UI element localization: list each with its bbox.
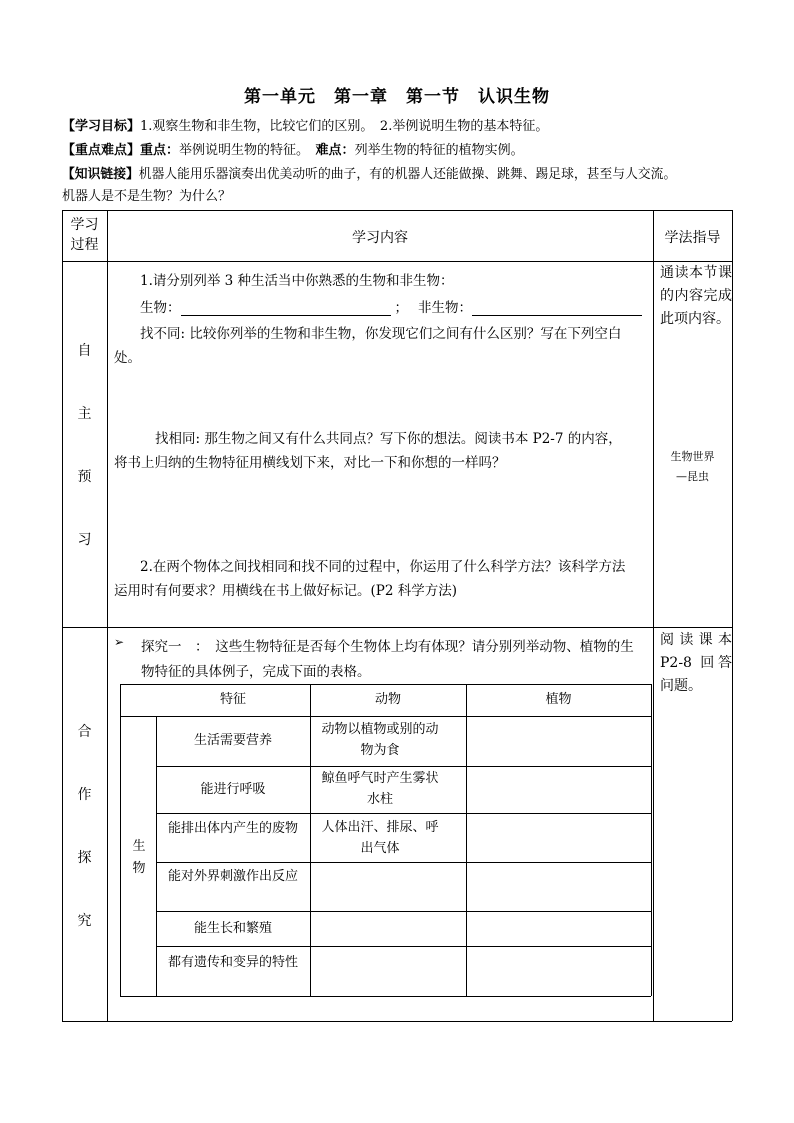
inner-group-divider [156, 716, 157, 996]
inner-row-divider-5 [156, 946, 651, 947]
inner-col-divider-2 [466, 684, 467, 996]
goal-text: 1.观察生物和非生物，比较它们的区别。 2.举例说明生物的基本特征。 [140, 119, 549, 134]
goal-label: 【学习目标】 [62, 119, 141, 134]
explore-1: 探究一 ： 这些生物特征是否每个生物体上均有体现？请分别列举动物、植物的生 [141, 639, 634, 655]
row2-animal: 鲸鱼呼气时产生雾状水柱 [321, 771, 439, 807]
key-bold1: 重点： [140, 143, 180, 158]
page-title: 第一单元 第一章 第一节 认识生物 [244, 87, 550, 107]
header-process [62, 215, 107, 255]
inner-border-left [120, 684, 121, 996]
row1-animal: 动物以植物或别的动物为食 [321, 722, 439, 758]
inner-header-divider [120, 716, 651, 717]
guide-note-1: 生物世界 [670, 450, 715, 463]
section2-label-1: 合 [77, 724, 92, 740]
header-guide: 学法指导 [664, 230, 721, 246]
table-border-left [62, 210, 63, 1021]
bio-nonbio-row [140, 296, 642, 316]
table-border-top [62, 210, 732, 211]
question-1: 1.请分别列举 3 种生活当中你熟悉的生物和非生物： [140, 273, 454, 289]
header-content: 学习内容 [352, 230, 408, 246]
inner-header-plant: 植物 [545, 692, 572, 707]
section1-label-4: 习 [77, 532, 92, 548]
guide-note [653, 447, 732, 487]
table-border-right [732, 210, 733, 1021]
key-label: 【重点难点】 [62, 143, 141, 158]
link-label: 【知识链接】 [62, 167, 139, 182]
semicolon: ； [394, 300, 408, 316]
inner-row-divider-4 [156, 911, 651, 912]
inner-col-divider-1 [310, 684, 311, 996]
find-difference-2: 处。 [114, 350, 141, 366]
section1-label-3: 预 [77, 469, 92, 485]
knowledge-link [62, 165, 676, 185]
inner-row-divider-1 [156, 766, 651, 767]
row6-feature: 都有遗传和变异的特性 [168, 955, 299, 970]
column-divider-1 [107, 210, 108, 1021]
row3-animal: 人体出汗、排尿、呼出气体 [321, 820, 439, 856]
inner-header-animal: 动物 [374, 692, 401, 707]
arrow-icon: ➢ [114, 635, 125, 649]
group-label: 生物 [132, 839, 146, 876]
section2-label-4: 究 [77, 913, 92, 929]
section2-label-3: 探 [77, 850, 92, 866]
knowledge-link-2: 机器人是不是生物？为什么？ [62, 189, 232, 204]
row2-feature: 能进行呼吸 [200, 782, 266, 797]
question-2b: 运用时有何要求？用横线在书上做好标记。(P2 科学方法) [114, 583, 457, 599]
nonbio-blank[interactable] [472, 301, 642, 316]
key-bold2: 难点： [315, 143, 355, 158]
section1-label-1: 自 [77, 343, 92, 359]
inner-row-divider-2 [156, 813, 651, 814]
nonbio-label: 非生物： [418, 300, 472, 316]
section1-guide: 通读本节课的内容完成此项内容。 [660, 265, 732, 327]
section2-guide: 阅读课本P2-8 回答问题。 [660, 632, 732, 694]
find-difference: 找不同: 比较你列举的生物和非生物，你发现它们之间有什么区别？写在下列空白 [140, 326, 622, 342]
section-divider [62, 627, 732, 628]
row3-feature: 能排出体内产生的废物 [168, 821, 299, 836]
find-same-2: 将书上归纳的生物特征用横线划下来，对比一下和你想的一样吗？ [114, 455, 506, 471]
inner-border-right [651, 684, 652, 996]
learning-goal [62, 117, 548, 137]
header-process-line1: 学习 [70, 217, 99, 233]
inner-border-bottom [120, 996, 651, 997]
section1-label-2: 主 [77, 406, 92, 422]
link-text: 机器人能用乐器演奏出优美动听的曲子，有的机器人还能做操、跳舞、踢足球，甚至与人交流。 [138, 167, 677, 182]
row1-feature: 生活需要营养 [193, 733, 272, 748]
section2-label-2: 作 [77, 787, 92, 803]
row5-feature: 能生长和繁殖 [193, 921, 272, 936]
column-divider-2 [653, 210, 654, 1021]
inner-header-feature: 特征 [219, 692, 246, 707]
row4-feature: 能对外界刺激作出反应 [168, 869, 299, 884]
table-border-bottom [62, 1021, 732, 1022]
key-text2: 列举生物的特征的植物实例。 [354, 143, 524, 158]
inner-row-divider-3 [156, 862, 651, 863]
header-process-line2: 过程 [70, 237, 99, 253]
find-same: 找相同: 那生物之间又有什么共同点？写下你的想法。阅读书本 P2-7 的内容， [155, 431, 622, 447]
guide-note-2: —昆虫 [676, 470, 709, 483]
question-2: 2.在两个物体之间找相同和找不同的过程中，你运用了什么科学方法？该科学方法 [140, 559, 626, 575]
inner-border-top [120, 684, 651, 685]
bio-blank[interactable] [181, 301, 391, 316]
bio-label: 生物： [140, 300, 181, 316]
table-header-divider [62, 261, 732, 262]
explore-1b: 物特征的具体例子，完成下面的表格。 [141, 664, 371, 680]
key-points [62, 141, 524, 161]
key-text1: 举例说明生物的特征。 [179, 143, 316, 158]
